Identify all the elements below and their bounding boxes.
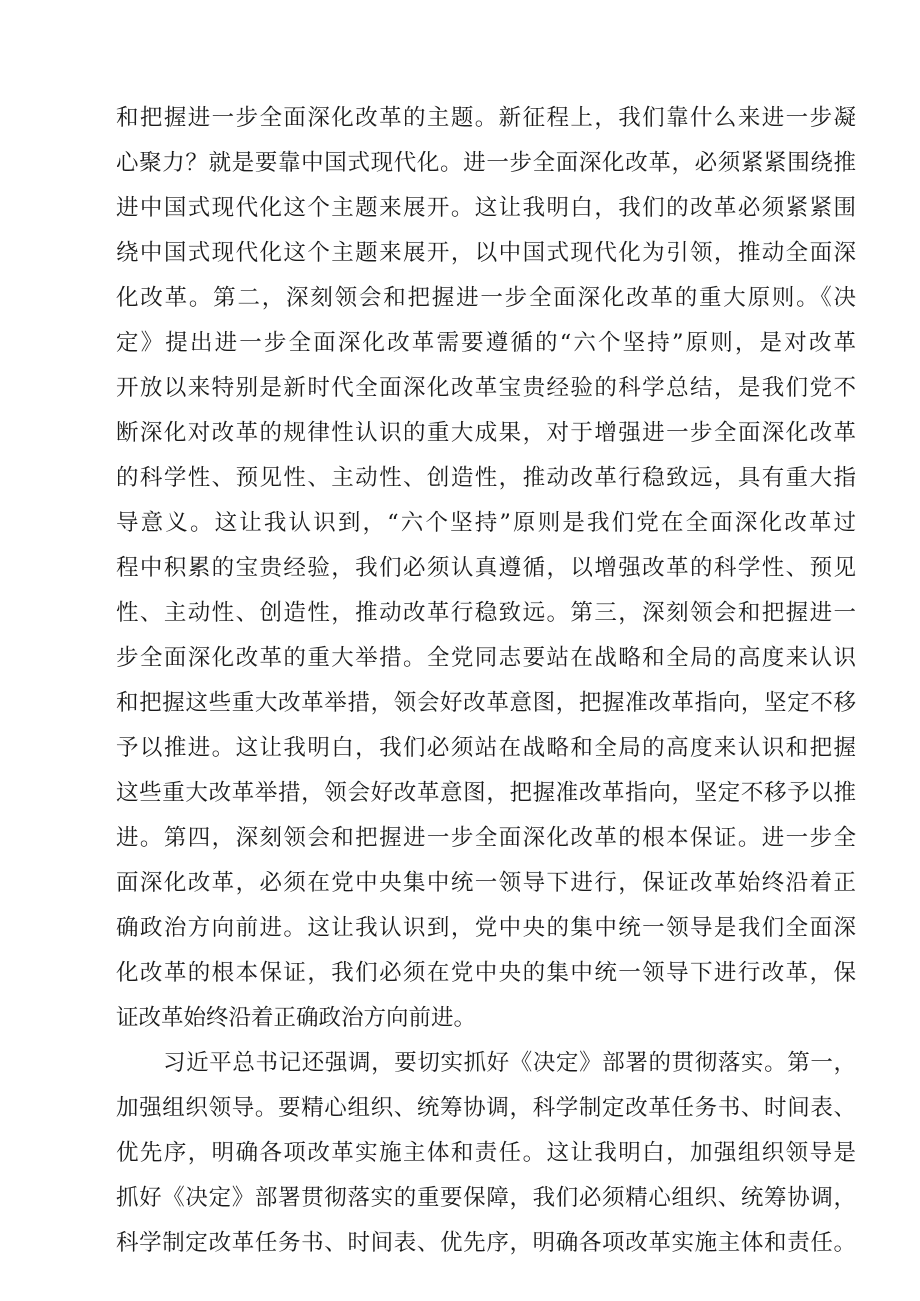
- paragraph-2: [116, 1041, 856, 1266]
- text-line: 这些重大改革举措，领会好改革意图，把握准改革指向，坚定不移予以推: [116, 780, 856, 806]
- text-line: 和把握进一步全面深化改革的主题。新征程上，我们靠什么来进一步凝: [116, 105, 856, 131]
- text-line: 进。第四，深刻领会和把握进一步全面深化改革的根本保证。进一步全: [116, 825, 856, 851]
- text-line: 开放以来特别是新时代全面深化改革宝贵经验的科学总结，是我们党不: [116, 375, 856, 401]
- text-line: 进中国式现代化这个主题来展开。这让我明白，我们的改革必须紧紧围: [116, 195, 856, 221]
- text-line: 导意义。这让我认识到，“六个坚持”原则是我们党在全面深化改革过: [116, 510, 856, 536]
- text-line: 科学制定改革任务书、时间表、优先序，明确各项改革实施主体和责任。: [116, 1230, 856, 1256]
- text-line: 的科学性、预见性、主动性、创造性，推动改革行稳致远，具有重大指: [116, 465, 856, 491]
- text-line: 定》提出进一步全面深化改革需要遵循的“六个坚持”原则，是对改革: [116, 330, 856, 356]
- text-line: 化改革。第二，深刻领会和把握进一步全面深化改革的重大原则。《决: [116, 285, 856, 311]
- text-line: 习近平总书记还强调，要切实抓好《决定》部署的贯彻落实。第一，: [163, 1050, 856, 1076]
- document-body: [116, 96, 856, 1266]
- text-line: 加强组织领导。要精心组织、统筹协调，科学制定改革任务书、时间表、: [116, 1095, 856, 1121]
- text-line: 步全面深化改革的重大举措。全党同志要站在战略和全局的高度来认识: [116, 645, 856, 671]
- text-line: 化改革的根本保证，我们必须在党中央的集中统一领导下进行改革，保: [116, 960, 856, 986]
- text-line: 面深化改革，必须在党中央集中统一领导下进行，保证改革始终沿着正: [116, 870, 856, 896]
- text-line: 抓好《决定》部署贯彻落实的重要保障，我们必须精心组织、统筹协调，: [116, 1185, 856, 1211]
- text-line: 确政治方向前进。这让我认识到，党中央的集中统一领导是我们全面深: [116, 915, 856, 941]
- paragraph-1: [116, 96, 856, 1041]
- text-line: 绕中国式现代化这个主题来展开，以中国式现代化为引领，推动全面深: [116, 240, 856, 266]
- text-line: 断深化对改革的规律性认识的重大成果，对于增强进一步全面深化改革: [116, 420, 856, 446]
- text-line: 证改革始终沿着正确政治方向前进。: [116, 1005, 477, 1031]
- text-line: 予以推进。这让我明白，我们必须站在战略和全局的高度来认识和把握: [116, 735, 856, 761]
- text-line: 性、主动性、创造性，推动改革行稳致远。第三，深刻领会和把握进一: [116, 600, 856, 626]
- text-line: 程中积累的宝贵经验，我们必须认真遵循，以增强改革的科学性、预见: [116, 555, 856, 581]
- text-line: 心聚力？就是要靠中国式现代化。进一步全面深化改革，必须紧紧围绕推: [116, 150, 856, 176]
- text-line: 优先序，明确各项改革实施主体和责任。这让我明白，加强组织领导是: [116, 1140, 856, 1166]
- text-line: 和把握这些重大改革举措，领会好改革意图，把握准改革指向，坚定不移: [116, 690, 856, 716]
